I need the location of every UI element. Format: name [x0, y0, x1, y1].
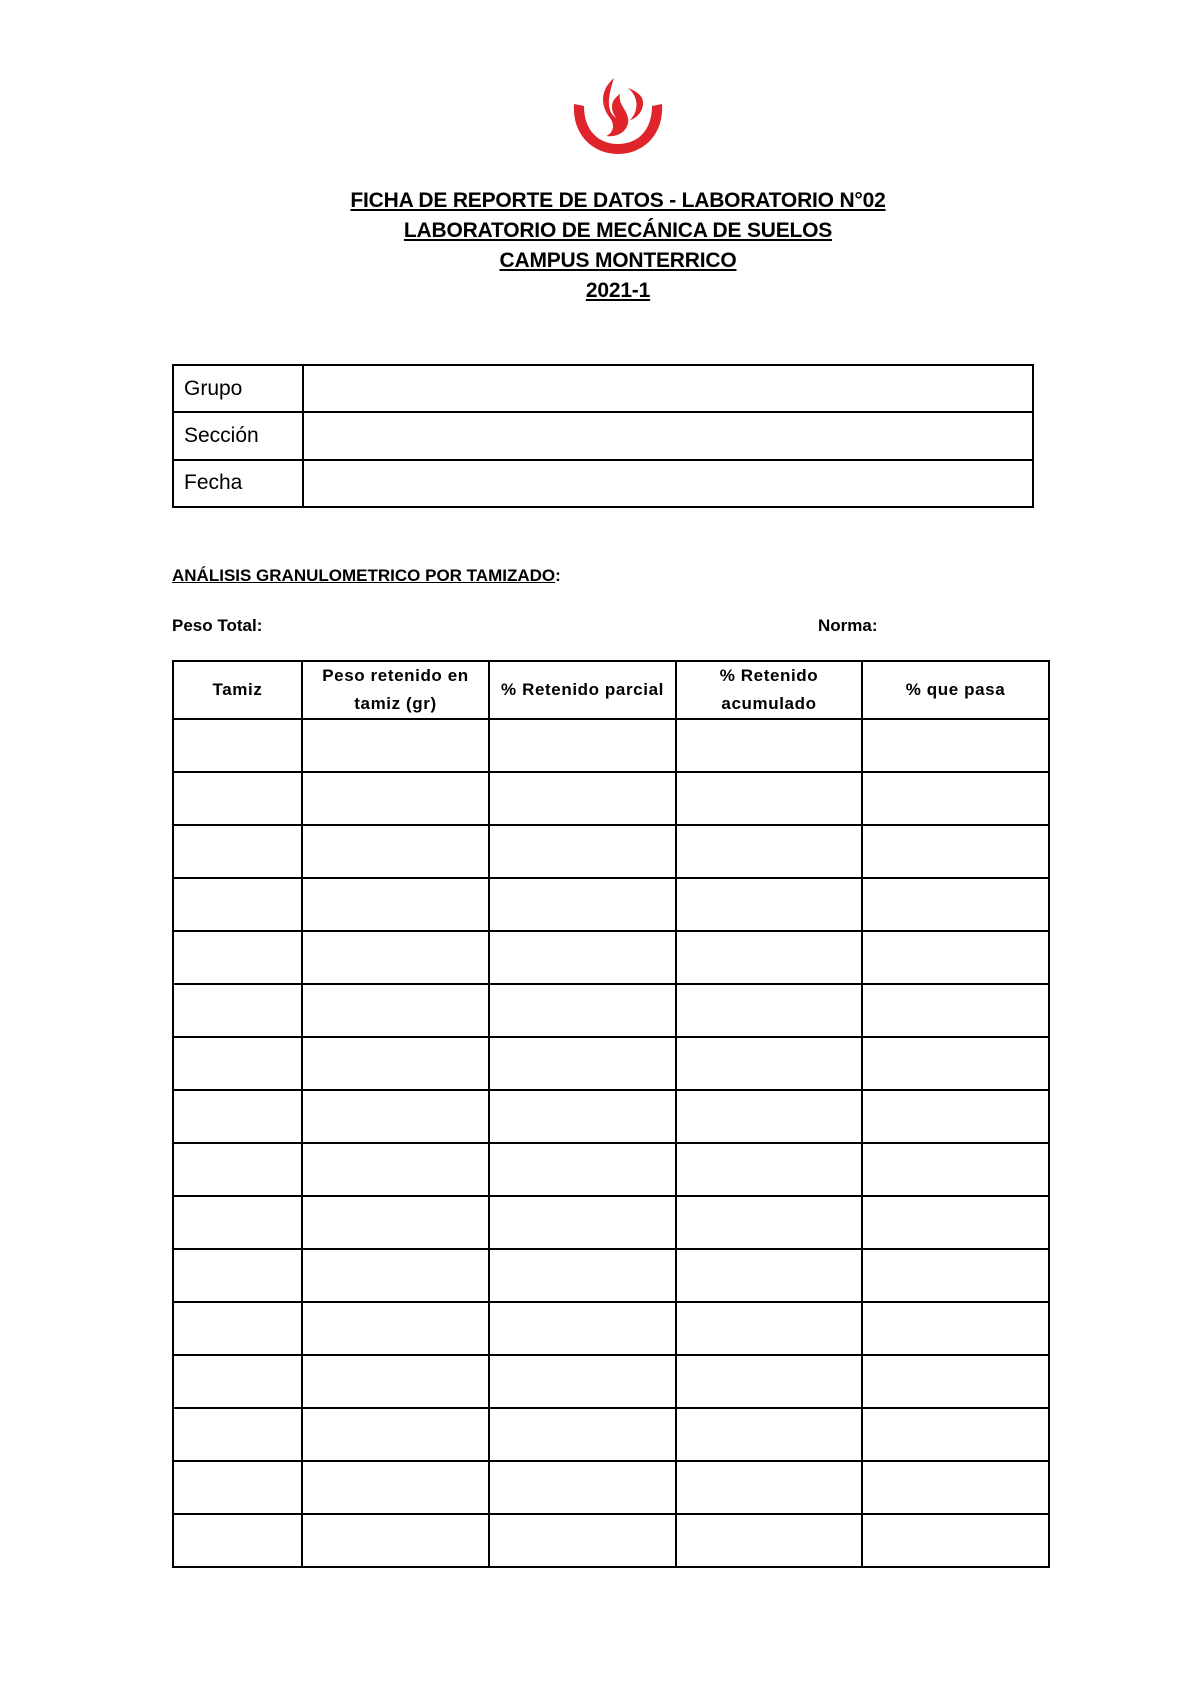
- table-cell[interactable]: [862, 1302, 1049, 1355]
- table-cell[interactable]: [302, 1514, 489, 1567]
- section-heading-text: ANÁLISIS GRANULOMETRICO POR TAMIZADO: [172, 566, 556, 585]
- peso-total-label: Peso Total:: [172, 616, 263, 635]
- table-row: [173, 1302, 1049, 1355]
- title-line-1: FICHA DE REPORTE DE DATOS - LABORATORIO N°02: [350, 189, 886, 212]
- grain-table-body: [173, 719, 1049, 1567]
- title-line-2: LABORATORIO DE MECÁNICA DE SUELOS: [403, 219, 833, 242]
- table-cell[interactable]: [173, 878, 302, 931]
- table-row: [173, 1514, 1049, 1567]
- table-cell[interactable]: [489, 1143, 676, 1196]
- info-label-seccion: Sección: [173, 412, 303, 459]
- norma-label: Norma:: [818, 616, 878, 635]
- document-title: [0, 186, 1200, 306]
- table-cell[interactable]: [173, 772, 302, 825]
- table-cell[interactable]: [173, 1090, 302, 1143]
- table-cell[interactable]: [302, 1408, 489, 1461]
- table-cell[interactable]: [489, 825, 676, 878]
- table-cell[interactable]: [676, 1514, 862, 1567]
- table-cell[interactable]: [489, 1090, 676, 1143]
- table-cell[interactable]: [489, 1514, 676, 1567]
- table-cell[interactable]: [489, 1196, 676, 1249]
- table-cell[interactable]: [173, 1196, 302, 1249]
- table-cell[interactable]: [173, 1249, 302, 1302]
- table-cell[interactable]: [173, 984, 302, 1037]
- title-line-4: 2021-1: [585, 279, 651, 302]
- table-cell[interactable]: [676, 878, 862, 931]
- table-cell[interactable]: [173, 1037, 302, 1090]
- table-cell[interactable]: [489, 1461, 676, 1514]
- table-cell[interactable]: [302, 984, 489, 1037]
- table-row: [173, 878, 1049, 931]
- table-cell[interactable]: [173, 719, 302, 772]
- table-cell[interactable]: [489, 878, 676, 931]
- table-cell[interactable]: [302, 1143, 489, 1196]
- table-cell[interactable]: [173, 1143, 302, 1196]
- table-cell[interactable]: [676, 825, 862, 878]
- table-cell[interactable]: [862, 772, 1049, 825]
- table-row: [173, 1090, 1049, 1143]
- table-cell[interactable]: [302, 825, 489, 878]
- table-cell[interactable]: [676, 984, 862, 1037]
- table-cell[interactable]: [302, 772, 489, 825]
- table-cell[interactable]: [676, 1196, 862, 1249]
- info-label-fecha: Fecha: [173, 460, 303, 507]
- header-tamiz: Tamiz: [173, 661, 302, 719]
- table-cell[interactable]: [302, 878, 489, 931]
- table-cell[interactable]: [489, 1355, 676, 1408]
- table-cell[interactable]: [676, 719, 862, 772]
- table-cell[interactable]: [676, 1355, 862, 1408]
- info-value-grupo[interactable]: [303, 365, 1033, 412]
- info-table: [172, 364, 1034, 508]
- table-cell[interactable]: [173, 1514, 302, 1567]
- header-retenido-acumulado: % Retenido acumulado: [676, 661, 862, 719]
- table-cell[interactable]: [489, 772, 676, 825]
- table-cell[interactable]: [489, 984, 676, 1037]
- info-value-fecha[interactable]: [303, 460, 1033, 507]
- table-cell[interactable]: [862, 1514, 1049, 1567]
- table-row: [173, 1143, 1049, 1196]
- table-cell[interactable]: [676, 772, 862, 825]
- table-cell[interactable]: [676, 1302, 862, 1355]
- table-cell[interactable]: [489, 1037, 676, 1090]
- university-flame-logo: [568, 74, 668, 156]
- table-cell[interactable]: [676, 1037, 862, 1090]
- table-cell[interactable]: [302, 1037, 489, 1090]
- title-line-3: CAMPUS MONTERRICO: [499, 249, 737, 272]
- header-retenido-parcial: % Retenido parcial: [489, 661, 676, 719]
- table-cell[interactable]: [862, 1249, 1049, 1302]
- section-heading: [172, 566, 561, 586]
- info-row-grupo: [173, 365, 1033, 412]
- table-cell[interactable]: [862, 825, 1049, 878]
- table-cell[interactable]: [862, 1408, 1049, 1461]
- header-que-pasa: % que pasa: [862, 661, 1049, 719]
- table-cell[interactable]: [489, 931, 676, 984]
- table-cell[interactable]: [489, 719, 676, 772]
- table-cell[interactable]: [676, 1461, 862, 1514]
- table-cell[interactable]: [676, 931, 862, 984]
- table-cell[interactable]: [862, 1355, 1049, 1408]
- table-cell[interactable]: [302, 1461, 489, 1514]
- table-cell[interactable]: [862, 878, 1049, 931]
- grain-size-table: [172, 660, 1050, 1568]
- table-cell[interactable]: [489, 1408, 676, 1461]
- table-cell[interactable]: [173, 1302, 302, 1355]
- table-cell[interactable]: [862, 984, 1049, 1037]
- table-cell[interactable]: [862, 1090, 1049, 1143]
- table-cell[interactable]: [302, 931, 489, 984]
- section-heading-colon: :: [555, 566, 561, 585]
- info-row-seccion: [173, 412, 1033, 459]
- table-cell[interactable]: [676, 1143, 862, 1196]
- table-cell[interactable]: [862, 1196, 1049, 1249]
- table-cell[interactable]: [862, 931, 1049, 984]
- table-row: [173, 825, 1049, 878]
- table-cell[interactable]: [302, 1355, 489, 1408]
- table-cell[interactable]: [489, 1302, 676, 1355]
- table-cell[interactable]: [302, 1090, 489, 1143]
- table-cell[interactable]: [173, 1355, 302, 1408]
- table-cell[interactable]: [173, 1408, 302, 1461]
- table-cell[interactable]: [862, 1461, 1049, 1514]
- table-cell[interactable]: [489, 1249, 676, 1302]
- table-cell[interactable]: [173, 825, 302, 878]
- table-cell[interactable]: [302, 719, 489, 772]
- table-cell[interactable]: [676, 1090, 862, 1143]
- table-cell[interactable]: [862, 1143, 1049, 1196]
- table-cell[interactable]: [302, 1249, 489, 1302]
- header-peso-retenido: Peso retenido en tamiz (gr): [302, 661, 489, 719]
- table-cell[interactable]: [302, 1302, 489, 1355]
- table-row: [173, 1408, 1049, 1461]
- info-label-grupo: Grupo: [173, 365, 303, 412]
- table-row: [173, 984, 1049, 1037]
- table-row: [173, 1461, 1049, 1514]
- table-row: [173, 1355, 1049, 1408]
- table-row: [173, 931, 1049, 984]
- table-cell[interactable]: [173, 931, 302, 984]
- table-row: [173, 719, 1049, 772]
- table-cell[interactable]: [676, 1408, 862, 1461]
- table-cell[interactable]: [676, 1249, 862, 1302]
- table-row: [173, 1196, 1049, 1249]
- table-cell[interactable]: [862, 719, 1049, 772]
- table-cell[interactable]: [302, 1196, 489, 1249]
- table-cell[interactable]: [862, 1037, 1049, 1090]
- grain-table-header-row: [173, 661, 1049, 719]
- table-cell[interactable]: [173, 1461, 302, 1514]
- info-value-seccion[interactable]: [303, 412, 1033, 459]
- info-row-fecha: [173, 460, 1033, 507]
- table-row: [173, 1037, 1049, 1090]
- table-row: [173, 1249, 1049, 1302]
- table-row: [173, 772, 1049, 825]
